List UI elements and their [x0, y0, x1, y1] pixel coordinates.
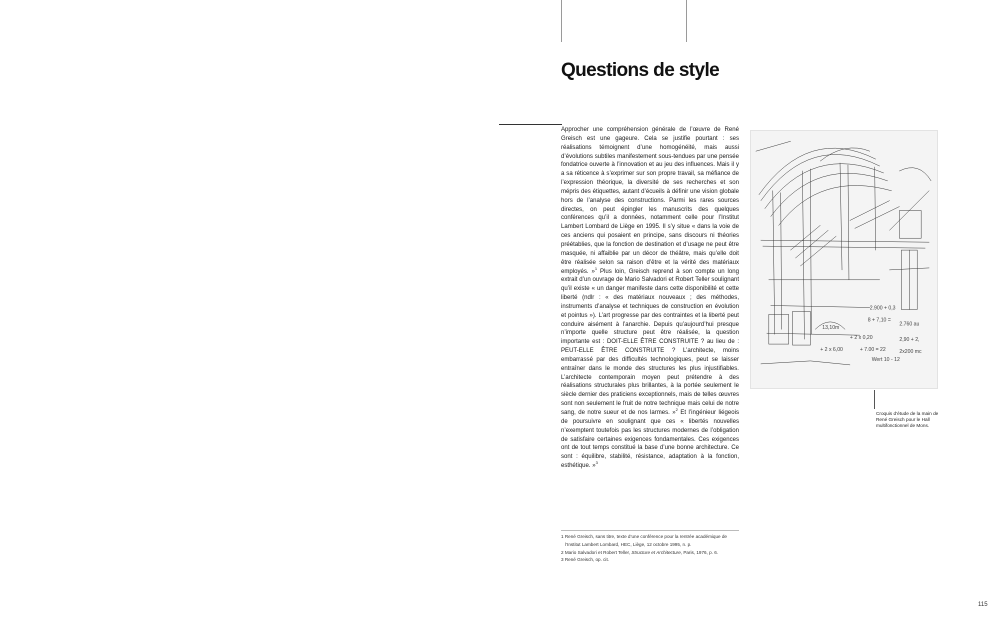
sketch-figure — [750, 130, 938, 389]
sketch-note-2: 8 + 7,10 = — [867, 317, 891, 324]
footnote-2-tail: , Paris, 1976, p. 6. — [680, 549, 719, 555]
footnote-2 — [561, 549, 741, 557]
sketch-note-7: 2,90 + 2, — [899, 337, 920, 344]
body-paragraph-1: Approcher une compréhension générale de l’œuvre de René Greisch est une gageure. Cela se justifie pourtant : ses réalisations témoignent d’une homogénéité, mais aussi d’évolutions subtiles manifestement sous-tendues par une pensée fondatrice ouverte à l’innovation et au jeu des influences. Mais il y a sa réticence à s’exprimer sur son propre travail, sa méfiance de l’expression théorique, la diversité de ses recherches et son mépris des étiquettes, autant d’écueils à définir une vision globale hors de l’analyse des constructions. Parmi les rares sources directes, on peut épingler les manuscrits des quelques conférences qu’il a données, notamment celle pour l’Institut Lambert Lombard de Liège en 1995. Il s’y situe « dans la voie de ces anciens qui posaient en principe, sans discours ni théories préétablies, que la fonction de destination et d’usage ne peut être masquée, ni affaiblie par un décor de théâtre, mais qu’elle doit être réalisée selon sa raison d’être et la vérité des matériaux employés. » — [561, 127, 739, 275]
sketch-drawing — [751, 131, 937, 388]
body-paragraph-2: Plus loin, Greisch reprend à son compte un long extrait d’un ouvrage de Mario Salvadori et Robert Teller soulignant qu’il existe « un danger manifeste dans cette disponibilité et cette liberté (ndlr : « des matériaux nouveaux ; des méthodes, instruments d’analyse et techniques de construction en évolution et pointus »). L’art progresse par des contraintes et la liberté peut conduire aisément à l’anarchie. Depuis qu’aujourd’hui presque n’importe quelle structure peut être réalisée, la question importante est : DOIT-ELLE ÊTRE CONSTRUITE ? au lieu de : PEUT-ELLE ÊTRE CONSTRUITE ? L’architecte, moins embarrassé par des difficultés technologiques, peut se laisser entraîner dans le monde des structures les plus injustifiables. L’architecte contemporain moyen peut prétendre à des réalisations structurales plus brillantes, à la portée seulement le siècle dernier des praticiens exceptionnels, mais de telles œuvres sont non seulement le fruit de notre technique mais celui de notre sang, de notre sueur et de nos larmes. » — [561, 268, 739, 416]
footnote-1 — [561, 533, 741, 549]
figure-caption: Croquis d’étude de la main de René Greisch pour le Hall multifonctionnel de Mons. — [876, 411, 939, 428]
sketch-note-3: + 2 x 0,20 — [849, 335, 873, 342]
sketch-note-5: + 2 x 6,00 — [820, 347, 843, 354]
footnote-2-text: 2 Mario Salvadori et Robert Teller, — [561, 549, 632, 555]
footnote-3-text: 3 René Greisch, op. cit. — [561, 557, 610, 563]
footnote-ref-2[interactable]: 2 — [675, 406, 678, 412]
footnote-ref-3[interactable]: 3 — [595, 460, 598, 466]
footnotes — [561, 533, 741, 564]
sketch-note-9: 2x200 mc — [899, 348, 922, 355]
page-number: 115 — [978, 602, 988, 608]
sketch-note-4: 2.760 au — [899, 321, 920, 328]
footnote-2-emphasis: Structure et Architecture — [631, 549, 681, 555]
sketch-note-6: + 7.00 = 22 — [859, 347, 886, 354]
body-text — [561, 126, 739, 471]
page-title: Questions de style — [561, 60, 720, 81]
section-rule — [499, 124, 562, 125]
top-rule-left — [561, 0, 562, 42]
footnote-3 — [561, 556, 741, 564]
sketch-note-10: Wert 10 - 12 — [871, 356, 900, 363]
body-paragraph-3: Et l’ingénieur liégeois de poursuivre en soulignant que ces « libertés nouvelles n’exemptent toutefois pas les structures modernes de l’obligation de satisfaire certaines exigences fondamentales. Ces exigences ont de tout temps constitué la base d’une bonne architecture. Ce sont : équilibre, stabilité, résistance, adaptation à la fonction, esthétique. » — [561, 410, 739, 470]
caption-leader-line — [874, 390, 875, 409]
top-rule-right — [686, 0, 687, 42]
footnote-1-text: 1 René Greisch, sans titre, texte d’une conférence pour la rentrée académique de l’Institut Lambert Lombard, HEC, Liège, 12 octobre 1995, n. p. — [561, 534, 727, 547]
sketch-note-8: 2.900 + 0,3 — [869, 305, 896, 312]
footnote-ref-1[interactable]: 1 — [594, 265, 598, 271]
footnote-rule — [561, 530, 739, 531]
sketch-note-1: 13,10m — [822, 325, 840, 332]
